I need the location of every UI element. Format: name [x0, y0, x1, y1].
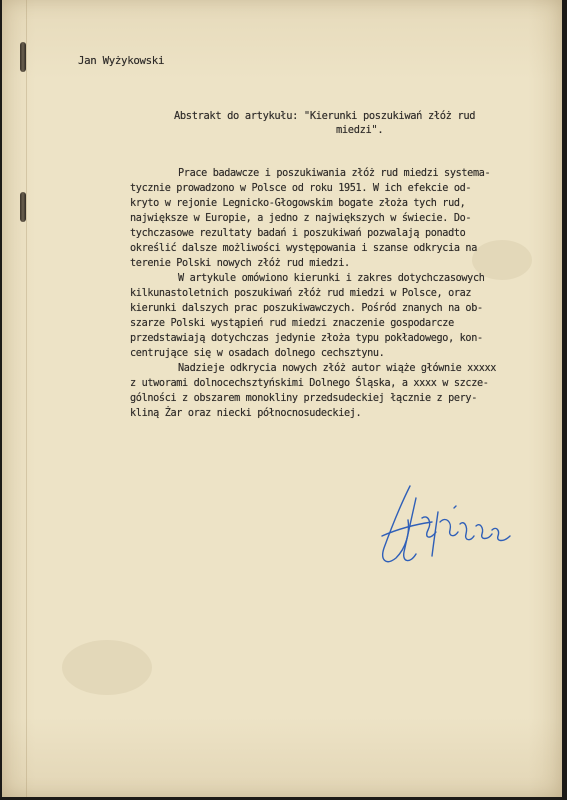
handwritten-signature — [370, 478, 520, 573]
body-line: W artykule omówiono kierunki i zakres dotychczasowych — [178, 273, 485, 284]
body-line: Prace badawcze i poszukiwania złóż rud miedzi systema- — [178, 168, 491, 179]
body-line: największe w Europie, a jedno z największych w świecie. Do- — [130, 213, 472, 224]
staple-bottom — [20, 192, 26, 222]
body-line: kierunki dalszych prac poszukiwawczych. Pośród znanych na ob- — [130, 303, 483, 314]
body-line: Nadzieje odkrycia nowych złóż autor wiąże głównie xxxxx — [178, 363, 497, 374]
body-line: szarze Polski wystąpień rud miedzi znaczenie gospodarcze — [130, 318, 454, 329]
body-line: kliną Żar oraz niecki północnosudeckiej. — [130, 408, 362, 419]
body-line: terenie Polski nowych złóż rud miedzi. — [130, 258, 350, 269]
body-line: kilkunastoletnich poszukiwań złóż rud miedzi w Polsce, oraz — [130, 288, 472, 299]
body-line: tycznie prowadzono w Polsce od roku 1951. W ich efekcie od- — [130, 183, 472, 194]
staple-top — [20, 42, 26, 72]
body-line: centrujące się w osadach dolnego cechsztynu. — [130, 348, 385, 359]
body-line: tychczasowe rezultaty badań i poszukiwań pozwalają ponadto — [130, 228, 466, 239]
paper-stain — [62, 640, 152, 695]
body-line: przedstawiają dotychczas jedynie złoża typu pokładowego, kon- — [130, 333, 483, 344]
body-line: gólności z obszarem monokliny przedsudeckiej łącznie z pery- — [130, 393, 478, 404]
body-line: określić dalsze możliwości występowania i szanse odkrycia na — [130, 243, 478, 254]
abstract-title-line-2: miedzi". — [336, 124, 384, 136]
document-page — [2, 0, 562, 797]
abstract-title-line-1: Abstrakt do artykułu: "Kierunki poszukiwań złóż rud — [174, 110, 476, 122]
author-name: Jan Wyżykowski — [78, 54, 165, 67]
body-line: kryto w rejonie Legnicko-Głogowskim bogate złoża tych rud, — [130, 198, 466, 209]
body-line: z utworami dolnocechsztyńskimi Dolnego Śląska, a xxxx w szcze- — [130, 378, 489, 389]
binding-fold — [26, 0, 27, 797]
